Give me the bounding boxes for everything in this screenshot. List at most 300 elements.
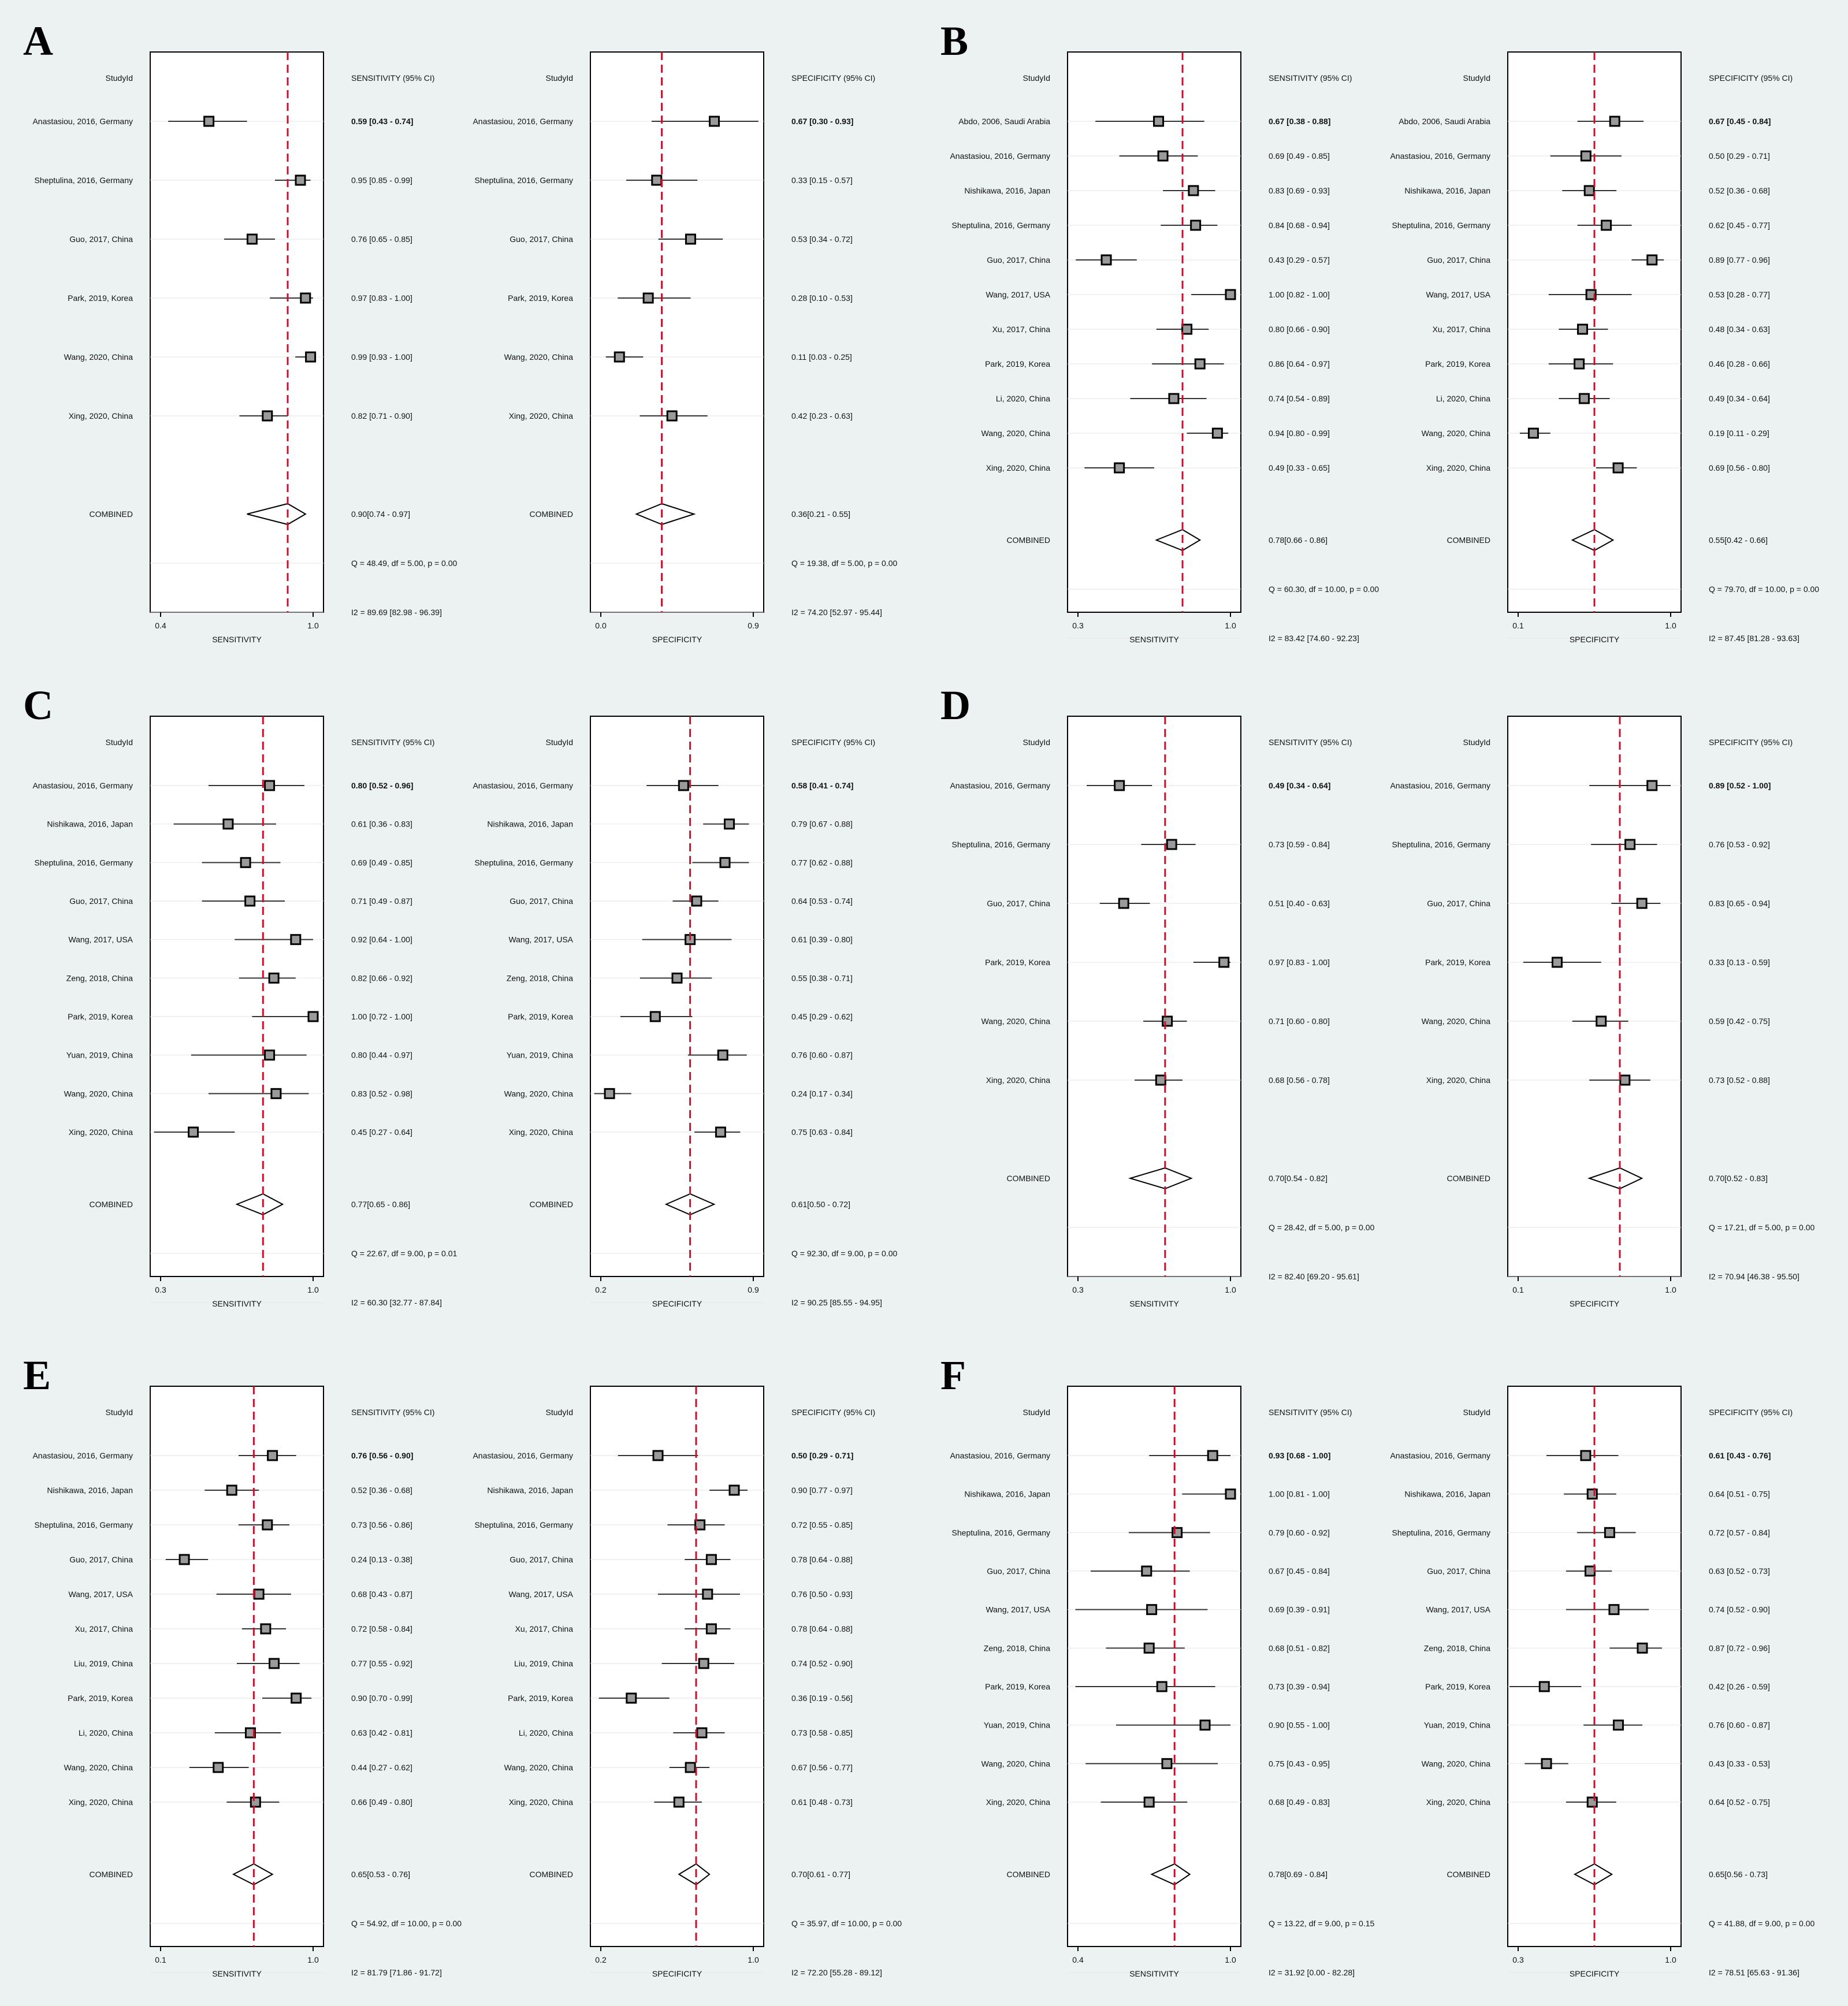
point-estimate — [1613, 463, 1623, 472]
study-estimate-label: 0.74 [0.54 - 0.89] — [1269, 394, 1330, 403]
sensitivity-forest — [950, 716, 1374, 1308]
heterogeneity-i2: I2 = 31.92 [0.00 - 82.28] — [1269, 1968, 1355, 1977]
point-estimate — [686, 1763, 695, 1772]
study-estimate-label: 0.76 [0.60 - 0.87] — [1709, 1720, 1770, 1730]
study-label: Li, 2020, China — [1436, 394, 1490, 403]
study-estimate-label: 0.95 [0.85 - 0.99] — [351, 176, 412, 185]
point-estimate — [1587, 1797, 1597, 1807]
study-label: Guo, 2017, China — [987, 255, 1050, 265]
study-label: Sheptulina, 2016, Germany — [474, 1520, 573, 1529]
sensitivity-plot-area — [150, 716, 324, 1276]
point-estimate — [644, 293, 653, 303]
point-estimate — [615, 352, 624, 362]
study-label: Park, 2019, Korea — [985, 1682, 1050, 1691]
study-estimate-label: 0.92 [0.64 - 1.00] — [351, 935, 412, 944]
forest-plot-panel-d — [917, 682, 1819, 1323]
combined-label: COMBINED — [89, 509, 133, 519]
study-label: Xu, 2017, China — [75, 1624, 133, 1633]
study-label: Park, 2019, Korea — [508, 293, 573, 303]
heterogeneity-q: Q = 35.97, df = 10.00, p = 0.00 — [791, 1919, 902, 1928]
study-estimate-label: 0.69 [0.49 - 0.85] — [1269, 151, 1330, 161]
point-estimate — [261, 1624, 270, 1633]
combined-label: COMBINED — [1447, 535, 1490, 545]
sensitivity-plot-area — [150, 1386, 324, 1947]
study-label: Park, 2019, Korea — [68, 293, 133, 303]
study-label: Sheptulina, 2016, Germany — [474, 176, 573, 185]
study-estimate-label: 0.68 [0.56 - 0.78] — [1269, 1075, 1330, 1085]
study-label: Guo, 2017, China — [987, 899, 1050, 908]
study-label: Sheptulina, 2016, Germany — [1392, 1528, 1490, 1538]
study-label: Li, 2020, China — [78, 1728, 133, 1737]
study-label: Wang, 2017, USA — [1426, 1605, 1490, 1614]
study-estimate-label: 0.49 [0.34 - 0.64] — [1709, 394, 1770, 403]
study-label: Xu, 2017, China — [1432, 325, 1490, 334]
sensitivity-axis-label: SENSITIVITY — [212, 1969, 262, 1978]
tick-label: 0.2 — [595, 1285, 607, 1294]
point-estimate — [1219, 958, 1229, 967]
point-estimate — [1144, 1797, 1154, 1807]
study-label: Nishikawa, 2016, Japan — [964, 1489, 1050, 1499]
study-header: StudyId — [1463, 1408, 1490, 1417]
study-label: Sheptulina, 2016, Germany — [951, 1528, 1050, 1538]
study-estimate-label: 0.67 [0.30 - 0.93] — [791, 117, 854, 126]
study-estimate-label: 0.36 [0.19 - 0.56] — [791, 1694, 853, 1703]
study-label: Wang, 2020, China — [981, 1759, 1050, 1769]
point-estimate — [1579, 394, 1589, 403]
study-label: Nishikawa, 2016, Japan — [487, 1486, 573, 1495]
point-estimate — [1102, 255, 1111, 265]
sensitivity-axis-label: SENSITIVITY — [1129, 1299, 1179, 1308]
study-estimate-label: 0.63 [0.52 - 0.73] — [1709, 1566, 1770, 1576]
heterogeneity-i2: I2 = 90.25 [85.55 - 94.95] — [791, 1298, 882, 1307]
point-estimate — [1620, 1075, 1630, 1085]
heterogeneity-q: Q = 17.21, df = 5.00, p = 0.00 — [1709, 1223, 1815, 1232]
study-label: Abdo, 2006, Saudi Arabia — [1399, 117, 1490, 126]
combined-label: COMBINED — [89, 1870, 133, 1879]
study-label: Nishikawa, 2016, Japan — [47, 819, 133, 829]
study-label: Park, 2019, Korea — [68, 1694, 133, 1703]
point-estimate — [1119, 899, 1128, 908]
point-estimate — [1157, 1682, 1166, 1691]
study-estimate-label: 0.75 [0.63 - 0.84] — [791, 1127, 853, 1137]
study-label: Nishikawa, 2016, Japan — [964, 186, 1050, 195]
point-estimate — [1189, 186, 1198, 195]
study-estimate-label: 0.24 [0.13 - 0.38] — [351, 1555, 412, 1564]
study-estimate-label: 0.42 [0.26 - 0.59] — [1709, 1682, 1770, 1691]
study-label: Sheptulina, 2016, Germany — [1392, 840, 1490, 849]
sensitivity-header: SENSITIVITY (95% CI) — [351, 738, 435, 747]
study-estimate-label: 0.90 [0.70 - 0.99] — [351, 1694, 412, 1703]
heterogeneity-i2: I2 = 70.94 [46.38 - 95.50] — [1709, 1272, 1799, 1281]
heterogeneity-q: Q = 22.67, df = 9.00, p = 0.01 — [351, 1249, 458, 1258]
study-label: Xing, 2020, China — [1426, 1797, 1490, 1807]
heterogeneity-i2: I2 = 72.20 [55.28 - 89.12] — [791, 1968, 882, 1977]
point-estimate — [1587, 1490, 1597, 1499]
heterogeneity-i2: I2 = 78.51 [65.63 - 91.36] — [1709, 1968, 1799, 1977]
study-label: Guo, 2017, China — [510, 1555, 573, 1564]
study-estimate-label: 0.69 [0.39 - 0.91] — [1269, 1605, 1330, 1614]
study-label: Xing, 2020, China — [508, 1127, 573, 1137]
combined-label: COMBINED — [89, 1200, 133, 1209]
point-estimate — [697, 1728, 707, 1737]
tick-label: 0.1 — [1512, 621, 1524, 630]
study-estimate-label: 0.58 [0.41 - 0.74] — [791, 781, 854, 790]
point-estimate — [224, 820, 233, 829]
study-estimate-label: 0.67 [0.45 - 0.84] — [1269, 1566, 1330, 1576]
study-header: StudyId — [105, 73, 133, 83]
study-estimate-label: 0.77 [0.62 - 0.88] — [791, 858, 853, 868]
point-estimate — [699, 1659, 708, 1668]
point-estimate — [247, 235, 256, 244]
study-estimate-label: 1.00 [0.82 - 1.00] — [1269, 290, 1330, 299]
study-estimate-label: 0.53 [0.28 - 0.77] — [1709, 290, 1770, 299]
combined-estimate-label: 0.61[0.50 - 0.72] — [791, 1200, 850, 1209]
specificity-header: SPECIFICITY (95% CI) — [1709, 738, 1793, 747]
study-estimate-label: 0.11 [0.03 - 0.25] — [791, 352, 852, 362]
specificity-axis-label: SPECIFICITY — [1569, 1299, 1620, 1308]
specificity-plot-area — [1508, 716, 1681, 1276]
study-label: Li, 2020, China — [995, 394, 1050, 403]
point-estimate — [270, 1659, 279, 1668]
study-label: Xing, 2020, China — [986, 1797, 1050, 1807]
point-estimate — [653, 1451, 663, 1460]
study-label: Xing, 2020, China — [1426, 1075, 1490, 1085]
combined-estimate-label: 0.77[0.65 - 0.86] — [351, 1200, 410, 1209]
heterogeneity-q: Q = 19.38, df = 5.00, p = 0.00 — [791, 559, 898, 568]
point-estimate — [1195, 359, 1204, 369]
point-estimate — [605, 1089, 614, 1098]
specificity-header: SPECIFICITY (95% CI) — [791, 1408, 876, 1417]
study-estimate-label: 0.73 [0.59 - 0.84] — [1269, 840, 1330, 849]
specificity-forest — [473, 52, 897, 644]
study-label: Guo, 2017, China — [1427, 899, 1490, 908]
point-estimate — [1578, 325, 1587, 334]
point-estimate — [263, 411, 272, 420]
heterogeneity-q: Q = 41.88, df = 9.00, p = 0.00 — [1709, 1919, 1815, 1928]
study-label: Wang, 2017, USA — [986, 1605, 1050, 1614]
study-estimate-label: 0.59 [0.43 - 0.74] — [351, 117, 414, 126]
panel-label-b: B — [940, 18, 969, 64]
study-estimate-label: 0.61 [0.39 - 0.80] — [791, 935, 853, 944]
point-estimate — [716, 1127, 725, 1137]
study-label: Wang, 2017, USA — [68, 1590, 133, 1599]
study-estimate-label: 0.73 [0.56 - 0.86] — [351, 1520, 412, 1529]
study-label: Wang, 2020, China — [981, 429, 1050, 438]
point-estimate — [1542, 1759, 1551, 1768]
study-label: Park, 2019, Korea — [1425, 359, 1490, 369]
point-estimate — [686, 235, 695, 244]
study-label: Wang, 2020, China — [64, 352, 133, 362]
study-label: Xing, 2020, China — [508, 411, 573, 420]
study-label: Liu, 2019, China — [514, 1659, 573, 1668]
study-label: Xing, 2020, China — [68, 411, 133, 420]
point-estimate — [1169, 394, 1178, 403]
study-estimate-label: 0.64 [0.51 - 0.75] — [1709, 1489, 1770, 1499]
study-label: Anastasiou, 2016, Germany — [950, 151, 1050, 161]
combined-label: COMBINED — [1447, 1174, 1490, 1183]
study-label: Wang, 2020, China — [504, 1089, 573, 1099]
tick-label: 0.3 — [1072, 621, 1084, 630]
point-estimate — [306, 352, 315, 362]
study-estimate-label: 0.79 [0.60 - 0.92] — [1269, 1528, 1330, 1538]
study-estimate-label: 0.97 [0.83 - 1.00] — [351, 293, 412, 303]
study-label: Sheptulina, 2016, Germany — [34, 176, 133, 185]
point-estimate — [1540, 1682, 1549, 1691]
study-header: StudyId — [545, 73, 573, 83]
study-estimate-label: 0.84 [0.68 - 0.94] — [1269, 221, 1330, 230]
study-estimate-label: 0.49 [0.33 - 0.65] — [1269, 463, 1330, 472]
point-estimate — [1597, 1017, 1606, 1026]
study-estimate-label: 0.74 [0.52 - 0.90] — [791, 1659, 853, 1668]
point-estimate — [1208, 1451, 1217, 1460]
study-label: Sheptulina, 2016, Germany — [34, 858, 133, 868]
study-estimate-label: 0.87 [0.72 - 0.96] — [1709, 1643, 1770, 1653]
study-estimate-label: 0.73 [0.52 - 0.88] — [1709, 1075, 1770, 1085]
study-label: Guo, 2017, China — [69, 1555, 133, 1564]
sensitivity-forest — [32, 1386, 462, 1978]
study-estimate-label: 0.19 [0.11 - 0.29] — [1709, 429, 1769, 438]
point-estimate — [1226, 290, 1235, 299]
point-estimate — [265, 1051, 274, 1060]
specificity-forest — [473, 716, 897, 1308]
study-estimate-label: 0.53 [0.34 - 0.72] — [791, 235, 853, 244]
point-estimate — [1585, 186, 1594, 195]
study-label: Wang, 2017, USA — [986, 290, 1050, 299]
study-label: Wang, 2020, China — [1421, 1017, 1490, 1026]
point-estimate — [1154, 117, 1163, 126]
point-estimate — [1610, 117, 1619, 126]
point-estimate — [650, 1012, 660, 1021]
study-header: StudyId — [545, 1408, 573, 1417]
combined-estimate-label: 0.70[0.61 - 0.77] — [791, 1870, 850, 1879]
study-estimate-label: 0.68 [0.51 - 0.82] — [1269, 1643, 1330, 1653]
study-estimate-label: 0.68 [0.43 - 0.87] — [351, 1590, 412, 1599]
heterogeneity-i2: I2 = 87.45 [81.28 - 93.63] — [1709, 634, 1799, 643]
study-estimate-label: 0.73 [0.39 - 0.94] — [1269, 1682, 1330, 1691]
point-estimate — [1200, 1721, 1210, 1730]
study-label: Wang, 2020, China — [64, 1763, 133, 1772]
heterogeneity-i2: I2 = 89.69 [82.98 - 96.39] — [351, 608, 442, 617]
point-estimate — [241, 858, 250, 867]
combined-estimate-label: 0.78[0.66 - 0.86] — [1269, 535, 1328, 545]
tick-label: 1.0 — [1665, 1285, 1676, 1294]
tick-label: 0.3 — [1512, 1955, 1524, 1964]
study-header: StudyId — [105, 738, 133, 747]
point-estimate — [269, 973, 278, 982]
forest-plot-panel-c — [0, 682, 901, 1323]
study-estimate-label: 0.45 [0.29 - 0.62] — [791, 1012, 853, 1021]
point-estimate — [1144, 1643, 1154, 1653]
sensitivity-plot-area — [1068, 716, 1241, 1276]
study-estimate-label: 0.61 [0.48 - 0.73] — [791, 1797, 853, 1807]
study-estimate-label: 0.94 [0.80 - 0.99] — [1269, 429, 1330, 438]
sensitivity-plot-area — [1068, 52, 1241, 612]
study-label: Sheptulina, 2016, Germany — [34, 1520, 133, 1529]
study-label: Anastasiou, 2016, Germany — [473, 1451, 573, 1460]
heterogeneity-q: Q = 92.30, df = 9.00, p = 0.00 — [791, 1249, 898, 1258]
study-label: Yuan, 2019, China — [66, 1050, 133, 1060]
sensitivity-header: SENSITIVITY (95% CI) — [1269, 1408, 1352, 1417]
study-estimate-label: 0.42 [0.23 - 0.63] — [791, 411, 853, 420]
study-estimate-label: 0.72 [0.57 - 0.84] — [1709, 1528, 1770, 1538]
study-estimate-label: 1.00 [0.81 - 1.00] — [1269, 1489, 1330, 1499]
study-header: StudyId — [1022, 73, 1050, 83]
study-label: Anastasiou, 2016, Germany — [473, 781, 573, 790]
study-estimate-label: 0.99 [0.93 - 1.00] — [351, 352, 412, 362]
sensitivity-plot-area — [150, 52, 324, 612]
study-label: Zeng, 2018, China — [506, 973, 573, 983]
specificity-plot-area — [590, 716, 764, 1276]
study-label: Anastasiou, 2016, Germany — [32, 781, 133, 790]
sensitivity-forest — [950, 1386, 1374, 1978]
study-estimate-label: 0.24 [0.17 - 0.34] — [791, 1089, 853, 1099]
point-estimate — [180, 1555, 189, 1564]
study-header: StudyId — [1463, 73, 1490, 83]
point-estimate — [1648, 255, 1657, 265]
tick-label: 1.0 — [1665, 1955, 1676, 1964]
point-estimate — [1648, 781, 1657, 790]
specificity-forest — [1390, 716, 1814, 1308]
point-estimate — [1581, 1451, 1590, 1460]
study-label: Xing, 2020, China — [68, 1797, 133, 1807]
heterogeneity-q: Q = 13.22, df = 9.00, p = 0.15 — [1269, 1919, 1375, 1928]
study-label: Park, 2019, Korea — [1425, 958, 1490, 967]
study-estimate-label: 0.79 [0.67 - 0.88] — [791, 819, 853, 829]
point-estimate — [707, 1624, 716, 1633]
study-estimate-label: 0.83 [0.65 - 0.94] — [1709, 899, 1770, 908]
combined-estimate-label: 0.90[0.74 - 0.97] — [351, 509, 410, 519]
heterogeneity-q: Q = 54.92, df = 10.00, p = 0.00 — [351, 1919, 462, 1928]
study-estimate-label: 0.45 [0.27 - 0.64] — [351, 1127, 412, 1137]
study-estimate-label: 0.83 [0.69 - 0.93] — [1269, 186, 1330, 195]
forest-plot-panel-e — [0, 1352, 901, 1993]
study-label: Anastasiou, 2016, Germany — [32, 1451, 133, 1460]
study-estimate-label: 0.68 [0.49 - 0.83] — [1269, 1797, 1330, 1807]
study-label: Guo, 2017, China — [69, 235, 133, 244]
panel-label-e: E — [23, 1352, 51, 1398]
study-label: Anastasiou, 2016, Germany — [1390, 151, 1490, 161]
combined-label: COMBINED — [1006, 535, 1050, 545]
study-label: Zeng, 2018, China — [983, 1643, 1050, 1653]
study-label: Guo, 2017, China — [987, 1566, 1050, 1576]
combined-label: COMBINED — [1006, 1174, 1050, 1183]
study-label: Nishikawa, 2016, Japan — [1404, 1489, 1490, 1499]
point-estimate — [1602, 221, 1611, 230]
point-estimate — [1158, 151, 1167, 161]
forest-plot-panel-a — [0, 17, 901, 658]
study-estimate-label: 0.43 [0.29 - 0.57] — [1269, 255, 1330, 265]
study-label: Wang, 2017, USA — [508, 1590, 573, 1599]
forest-plot-panel-f — [917, 1352, 1819, 1993]
combined-estimate-label: 0.65[0.56 - 0.73] — [1709, 1870, 1768, 1879]
study-label: Xing, 2020, China — [986, 463, 1050, 472]
study-label: Wang, 2020, China — [64, 1089, 133, 1099]
study-header: StudyId — [545, 738, 573, 747]
sensitivity-axis-label: SENSITIVITY — [1129, 635, 1179, 644]
study-label: Sheptulina, 2016, Germany — [474, 858, 573, 868]
study-estimate-label: 0.80 [0.66 - 0.90] — [1269, 325, 1330, 334]
tick-label: 0.2 — [595, 1955, 607, 1964]
study-estimate-label: 0.28 [0.10 - 0.53] — [791, 293, 853, 303]
tick-label: 1.0 — [1225, 1285, 1236, 1294]
study-label: Wang, 2020, China — [1421, 1759, 1490, 1769]
study-label: Wang, 2017, USA — [508, 935, 573, 944]
study-estimate-label: 0.59 [0.42 - 0.75] — [1709, 1017, 1770, 1026]
study-label: Nishikawa, 2016, Japan — [1404, 186, 1490, 195]
study-label: Yuan, 2019, China — [983, 1720, 1050, 1730]
tick-label: 1.0 — [1225, 1955, 1236, 1964]
combined-label: COMBINED — [529, 1870, 573, 1879]
study-label: Li, 2020, China — [518, 1728, 573, 1737]
heterogeneity-q: Q = 79.70, df = 10.00, p = 0.00 — [1709, 585, 1820, 594]
study-estimate-label: 0.61 [0.43 - 0.76] — [1709, 1451, 1771, 1460]
study-estimate-label: 0.90 [0.55 - 1.00] — [1269, 1720, 1330, 1730]
point-estimate — [1613, 1721, 1623, 1730]
specificity-axis-label: SPECIFICITY — [1569, 1969, 1620, 1978]
point-estimate — [254, 1590, 263, 1599]
study-label: Xing, 2020, China — [986, 1075, 1050, 1085]
point-estimate — [1637, 899, 1646, 908]
point-estimate — [272, 1089, 281, 1098]
study-label: Anastasiou, 2016, Germany — [1390, 1451, 1490, 1460]
specificity-plot-area — [590, 52, 764, 612]
combined-estimate-label: 0.70[0.52 - 0.83] — [1709, 1174, 1768, 1183]
panel-label-f: F — [940, 1352, 966, 1398]
tick-label: 0.3 — [1072, 1285, 1084, 1294]
specificity-axis-label: SPECIFICITY — [652, 1299, 702, 1308]
study-label: Anastasiou, 2016, Germany — [950, 781, 1050, 790]
study-estimate-label: 0.71 [0.49 - 0.87] — [351, 896, 412, 906]
point-estimate — [291, 935, 300, 944]
panel-label-c: C — [23, 682, 53, 728]
tick-label: 0.4 — [155, 621, 166, 630]
point-estimate — [308, 1012, 318, 1021]
study-label: Nishikawa, 2016, Japan — [47, 1486, 133, 1495]
point-estimate — [725, 820, 734, 829]
study-label: Xing, 2020, China — [508, 1797, 573, 1807]
study-estimate-label: 0.61 [0.36 - 0.83] — [351, 819, 412, 829]
study-estimate-label: 0.46 [0.28 - 0.66] — [1709, 359, 1770, 369]
study-label: Sheptulina, 2016, Germany — [951, 221, 1050, 230]
point-estimate — [1552, 958, 1561, 967]
sensitivity-axis-label: SENSITIVITY — [1129, 1969, 1179, 1978]
study-header: StudyId — [105, 1408, 133, 1417]
study-estimate-label: 0.80 [0.44 - 0.97] — [351, 1050, 412, 1060]
sensitivity-header: SENSITIVITY (95% CI) — [1269, 73, 1352, 83]
forest-plot-panel-b — [917, 17, 1819, 658]
specificity-header: SPECIFICITY (95% CI) — [791, 73, 876, 83]
study-estimate-label: 0.76 [0.56 - 0.90] — [351, 1451, 414, 1460]
sensitivity-header: SENSITIVITY (95% CI) — [1269, 738, 1352, 747]
study-label: Anastasiou, 2016, Germany — [950, 1451, 1050, 1460]
sensitivity-header: SENSITIVITY (95% CI) — [351, 1408, 435, 1417]
point-estimate — [1575, 359, 1584, 369]
study-estimate-label: 0.33 [0.15 - 0.57] — [791, 176, 853, 185]
study-label: Guo, 2017, China — [69, 896, 133, 906]
point-estimate — [301, 293, 310, 303]
study-estimate-label: 0.51 [0.40 - 0.63] — [1269, 899, 1330, 908]
study-label: Park, 2019, Korea — [68, 1012, 133, 1021]
point-estimate — [227, 1486, 236, 1495]
study-estimate-label: 0.74 [0.52 - 0.90] — [1709, 1605, 1770, 1614]
sensitivity-header: SENSITIVITY (95% CI) — [351, 73, 435, 83]
point-estimate — [1147, 1605, 1157, 1614]
study-label: Yuan, 2019, China — [1423, 1720, 1490, 1730]
study-label: Guo, 2017, China — [1427, 255, 1490, 265]
specificity-forest — [473, 1386, 902, 1978]
study-label: Wang, 2020, China — [504, 352, 573, 362]
study-header: StudyId — [1022, 1408, 1050, 1417]
